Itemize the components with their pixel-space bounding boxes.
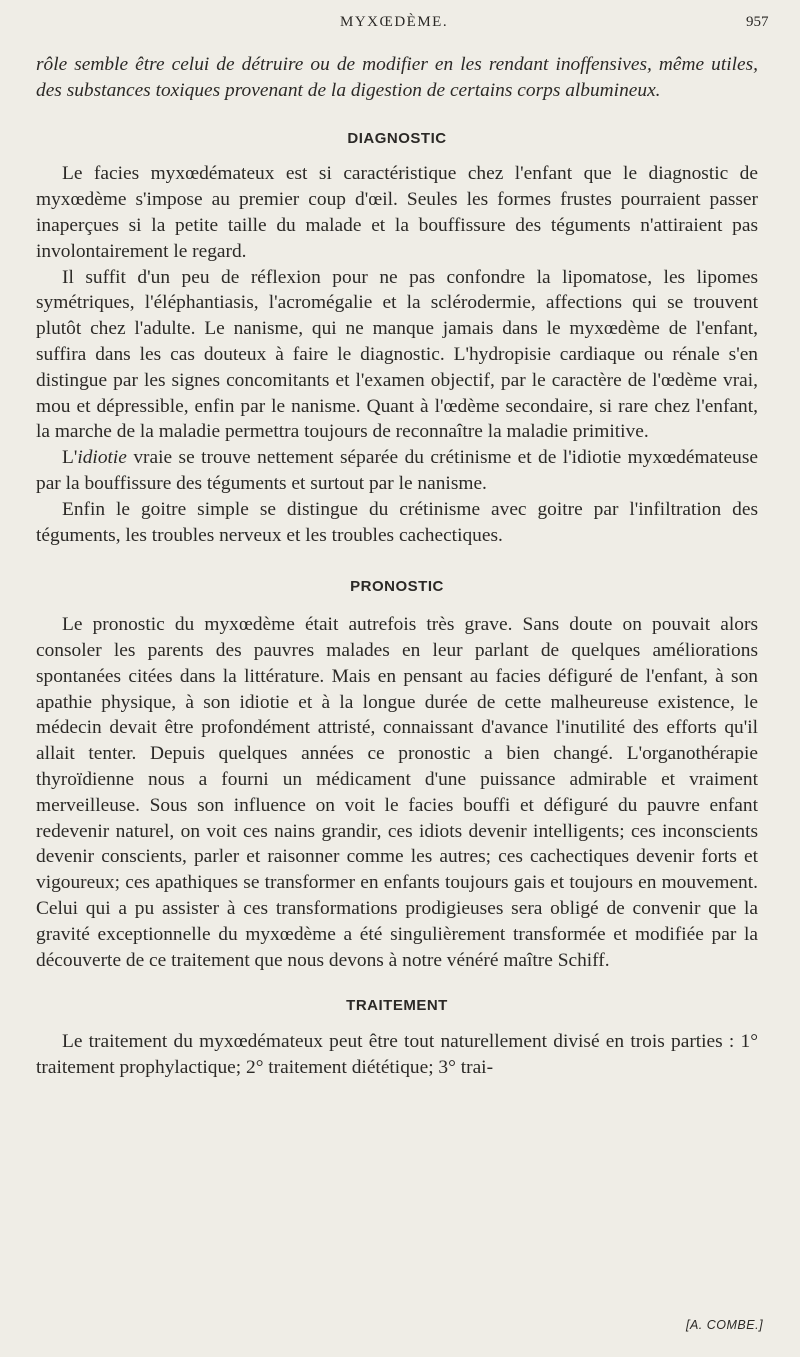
diagnostic-paragraph-1: Le facies myxœdémateux est si caractéristique chez l'enfant que le diagnostic de myxœdème s'impose au premier coup d'œil. Seules les formes frustes pourraient passer inaperçues si la petite taille du malade et la bouffissure des téguments n'attiraient pas involontairement le regard.	[36, 163, 758, 262]
pronostic-paragraph-1: Le pronostic du myxœdème était autrefois très grave. Sans doute on pouvait alors consoler les parents des pauvres malades en leur parlant de quelques améliorations spontanées citées dans la littérature. Mais en pensant au facies défiguré de l'enfant, à son apathie physique, à son idiotie et à la longue durée de cette malheureuse existence, le médecin devait être profondément attristé, connaissant d'avance l'inutilité des efforts qu'il allait tenter. Depuis quelques années ce pronostic a bien changé. L'organothérapie thyroïdienne nous a fourni un médicament d'une puissance admirable et vraiment merveilleuse. Sous son influence on voit le facies bouffi et défiguré du pauvre enfant redevenir naturel, on voit ces nains grandir, ces idiots devenir intelligents; ces inconscients devenir conscients, parler et raisonner comme les autres; ces cachectiques devenir forts et vigoureux; ces apathiques se transformer en enfants toujours gais et toujours en mouvement. Celui qui a pu assister à ces transformations prodigieuses sera obligé de convenir que la gravité exceptionnelle du myxœdème a été singulièrement transformée et modifiée par la découverte de ce traitement que nous devons à notre vénéré maître Schiff.	[36, 614, 758, 971]
traitement-paragraph-1: Le traitement du myxœdémateux peut être tout naturellement divisé en trois parties : 1° traitement prophylactique; 2° traitement diététique; 3° trai-	[36, 1031, 758, 1078]
diagnostic-p3-rest: vraie se trouve nettement séparée du crétinisme et de l'idiotie myxœdémateuse par la bouffissure des téguments et surtout par le nanisme.	[36, 447, 758, 494]
page-body	[36, 52, 758, 1081]
running-title: MYXŒDÈME.	[340, 14, 449, 30]
signature-footer: [A. COMBE.]	[686, 1318, 764, 1332]
section-heading-traitement: TRAITEMENT	[346, 997, 448, 1015]
intro-paragraph: rôle semble être celui de détruire ou de modifier en les rendant inoffensives, même utiles, des substances toxiques provenant de la digestion de certains corps albumineux.	[36, 54, 758, 101]
diagnostic-paragraph-3	[36, 445, 758, 497]
diagnostic-paragraph-2: Il suffit d'un peu de réflexion pour ne pas confondre la lipomatose, les lipomes symétriques, l'éléphantiasis, l'acromégalie et la sclérodermie, affections qui se trouvent plutôt chez l'adulte. Le nanisme, qui ne manque jamais dans le myxœdème de l'enfant, suffira dans les cas douteux à faire le diagnostic. L'hydropisie cardiaque ou rénale s'en distingue par les signes concomitants et l'examen objectif, par le caractère de l'œdème vrai, mou et dépressible, enfin par le nanisme. Quant à l'œdème secondaire, si rare chez l'enfant, la marche de la maladie permettra toujours de reconnaître la maladie primitive.	[36, 266, 758, 443]
diagnostic-p3-lead: L'	[62, 447, 78, 469]
page-number: 957	[746, 14, 769, 30]
section-heading-diagnostic: DIAGNOSTIC	[347, 129, 447, 147]
diagnostic-p3-italic-term: idiotie	[77, 447, 127, 469]
section-heading-pronostic: PRONOSTIC	[350, 578, 444, 596]
page-header	[0, 8, 800, 34]
diagnostic-paragraph-4: Enfin le goitre simple se distingue du crétinisme avec goitre par l'infiltration des téguments, les troubles nerveux et les troubles cachectiques.	[36, 498, 758, 546]
